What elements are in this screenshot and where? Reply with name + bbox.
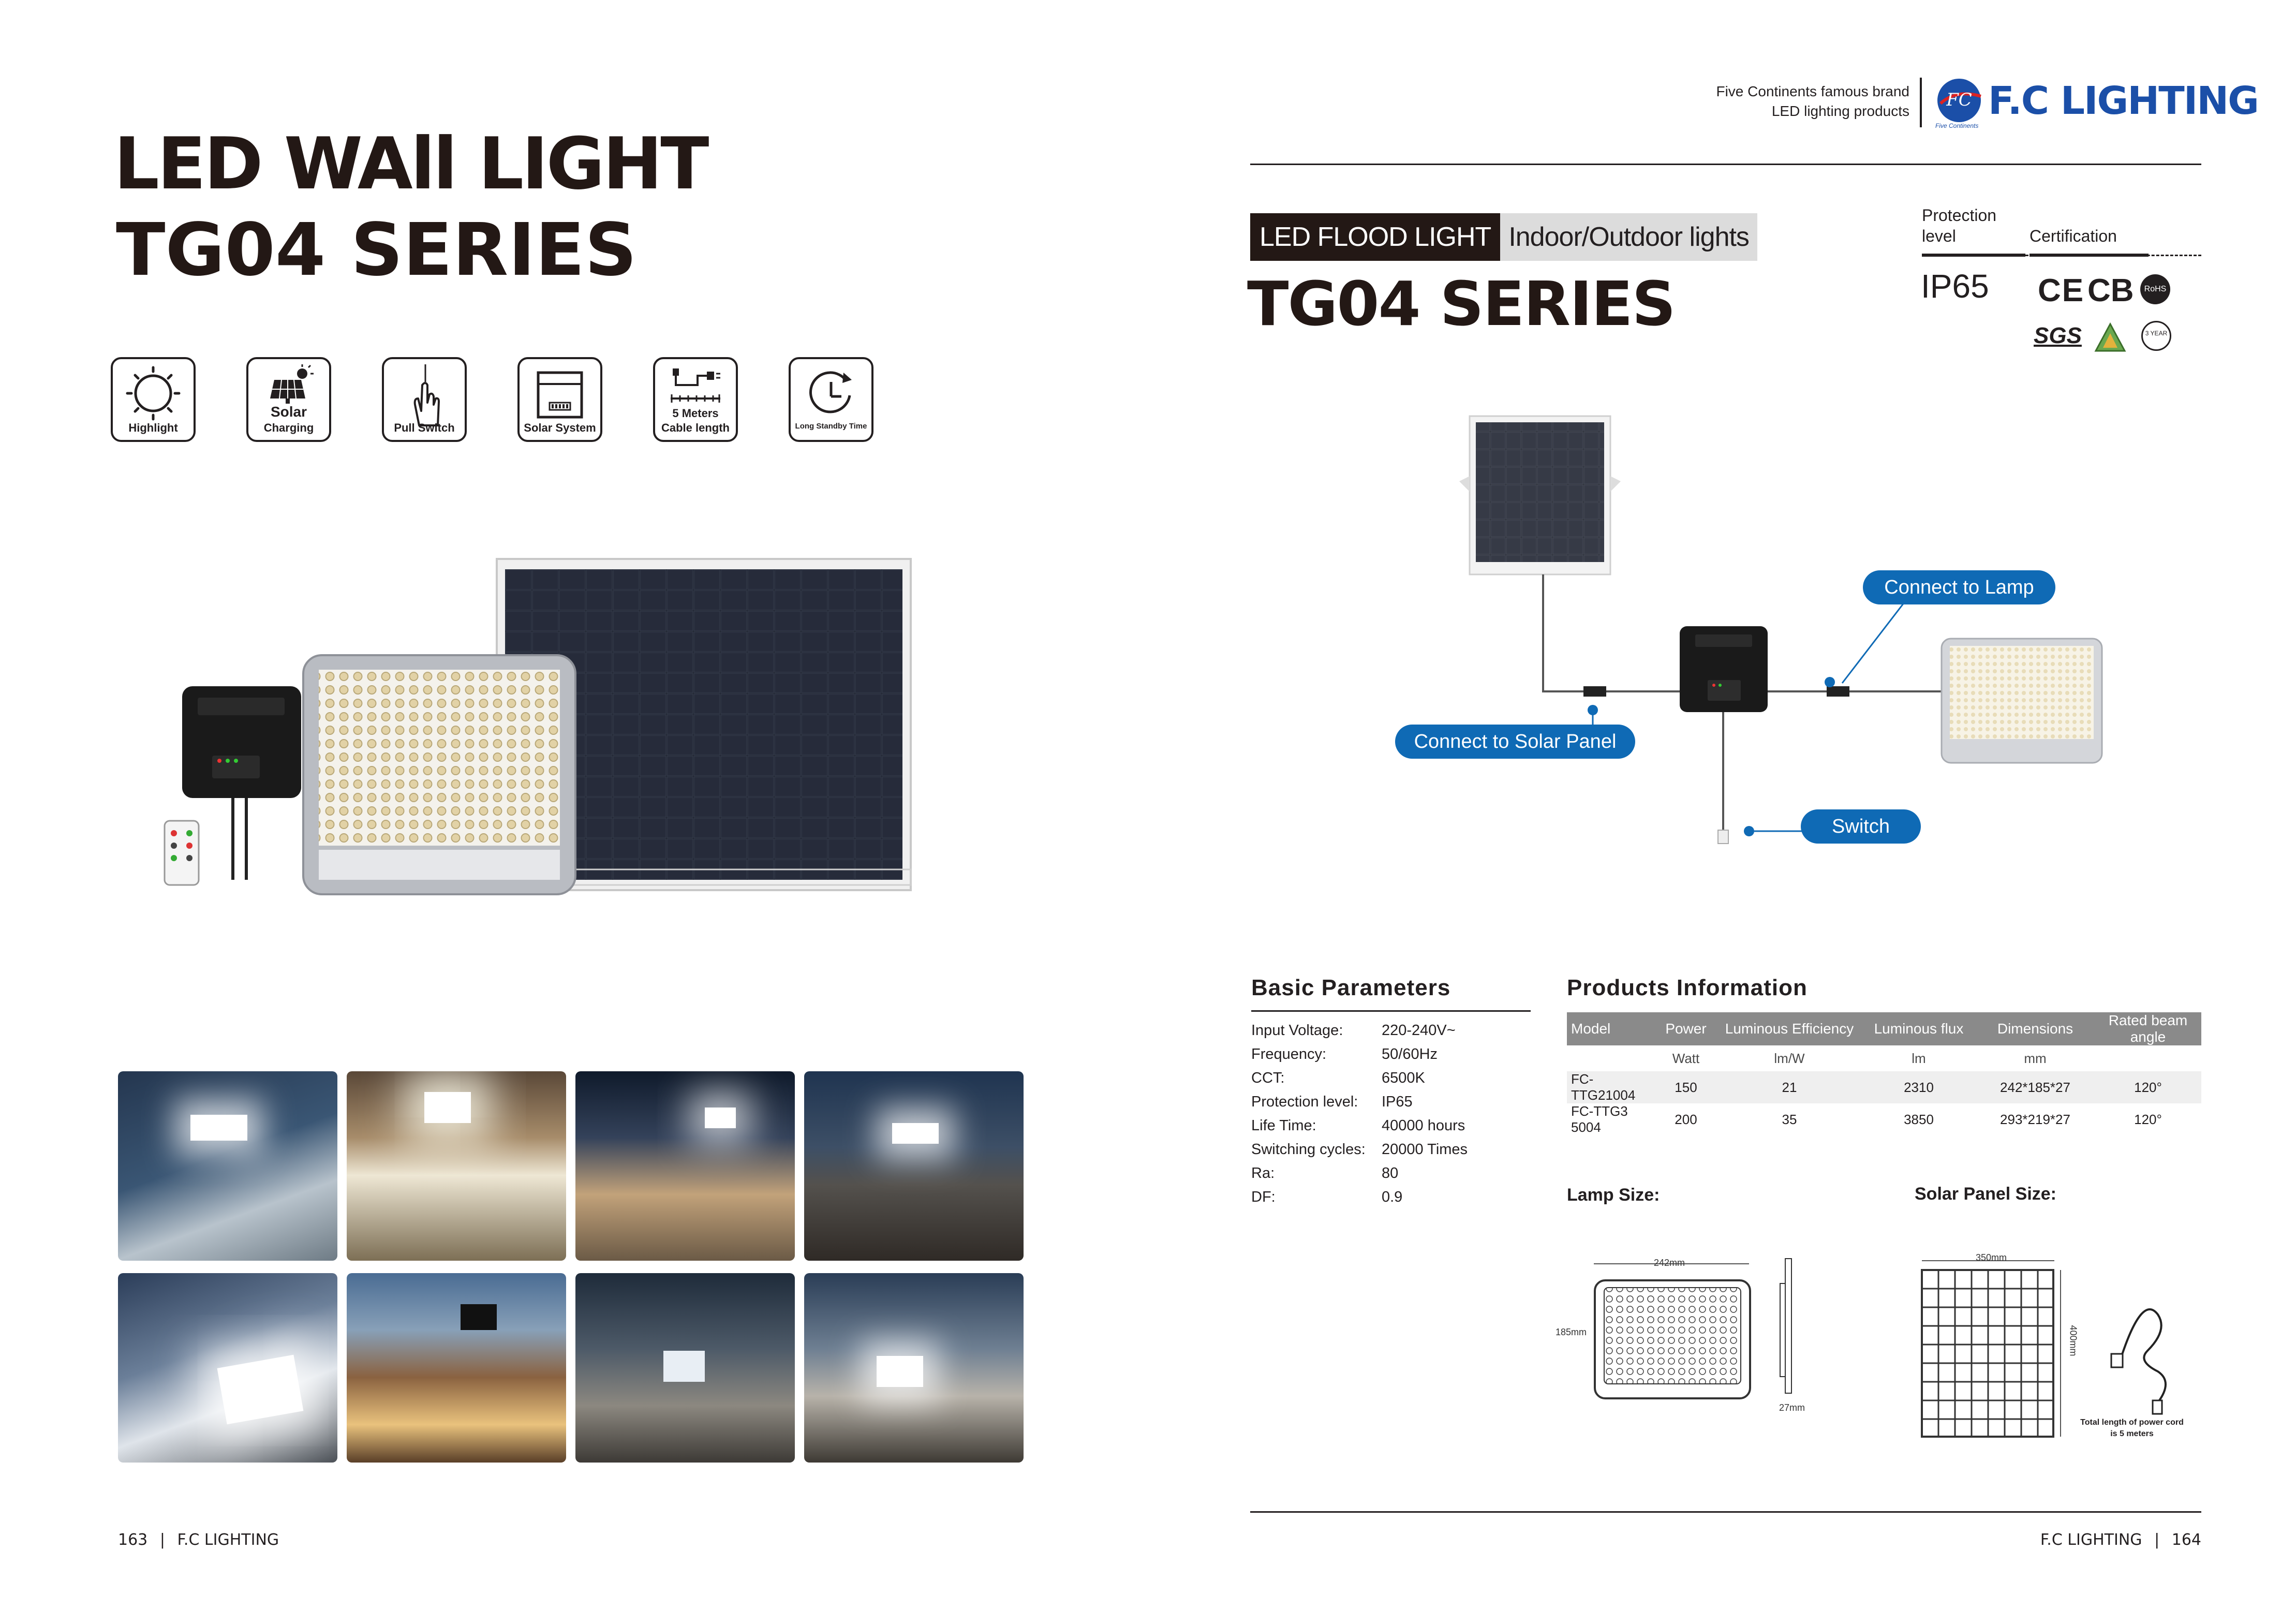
power-cord-note bbox=[2065, 1417, 2199, 1440]
tag-led-flood-light: LED FLOOD LIGHT bbox=[1250, 213, 1500, 261]
param-key: Ra: bbox=[1251, 1165, 1275, 1182]
col-dimensions: Dimensions bbox=[1976, 1012, 2095, 1045]
left-title-line2: TG04 SERIES bbox=[116, 208, 637, 292]
param-value: 50/60Hz bbox=[1382, 1046, 1438, 1062]
brand-tagline bbox=[1604, 82, 1909, 121]
application-photo bbox=[347, 1273, 566, 1463]
unit-cell: Watt bbox=[1672, 1050, 1700, 1066]
brand-tagline-line2: LED lighting products bbox=[1771, 103, 1909, 119]
pull-switch-icon bbox=[395, 364, 453, 426]
footer-brand: F.C LIGHTING bbox=[2040, 1531, 2142, 1549]
right-footer: F.C LIGHTING | 164 bbox=[2040, 1531, 2201, 1549]
param-row bbox=[1251, 1090, 1541, 1114]
feature-highlight bbox=[111, 357, 196, 442]
param-key: Input Voltage: bbox=[1251, 1022, 1343, 1039]
table-header-row bbox=[1567, 1012, 2201, 1045]
table-row bbox=[1567, 1103, 2201, 1135]
brand-divider bbox=[1920, 78, 1922, 127]
feature-label: Long Standby Time bbox=[795, 422, 867, 431]
header-rule bbox=[1250, 164, 2201, 165]
param-key: CCT: bbox=[1251, 1070, 1285, 1086]
unit-cell: lm/W bbox=[1774, 1050, 1805, 1066]
power-cord-note-line2: is 5 meters bbox=[2110, 1429, 2154, 1438]
svg-text:FC: FC bbox=[1946, 90, 1972, 110]
protection-label-line1: Protection bbox=[1922, 206, 1997, 225]
lamp-connector-dot bbox=[1825, 677, 1835, 687]
basic-parameters-list bbox=[1251, 1018, 1541, 1215]
protection-underline bbox=[1922, 254, 2025, 257]
feature-long-standby bbox=[789, 357, 873, 442]
param-value: 220-240V~ bbox=[1382, 1022, 1456, 1039]
cell-efficiency: 35 bbox=[1782, 1111, 1797, 1127]
col-beam-angle: Rated beam angle bbox=[2095, 1012, 2201, 1045]
param-key: DF: bbox=[1251, 1189, 1276, 1205]
cell-flux: 3850 bbox=[1904, 1111, 1934, 1127]
param-row bbox=[1251, 1042, 1541, 1066]
col-model: Model bbox=[1567, 1012, 1655, 1045]
cert-underline bbox=[2030, 254, 2149, 257]
cell-beam-angle: 120° bbox=[2095, 1071, 2201, 1103]
cell-flux: 2310 bbox=[1862, 1071, 1976, 1103]
param-key: Frequency: bbox=[1251, 1046, 1327, 1062]
page-number: 164 bbox=[2171, 1531, 2201, 1549]
cell-model: FC-TTG3 5004 bbox=[1571, 1103, 1628, 1135]
product-hero-image bbox=[155, 549, 921, 900]
col-flux: Luminous flux bbox=[1862, 1012, 1976, 1045]
cell-dimensions: 293*219*27 bbox=[2000, 1111, 2070, 1127]
basic-parameters-heading: Basic Parameters bbox=[1251, 975, 1451, 1000]
lamp-size-drawing bbox=[1594, 1252, 1811, 1418]
protection-label-line2: level bbox=[1922, 227, 1956, 245]
param-row bbox=[1251, 1018, 1541, 1042]
brand-name: F.C LIGHTING bbox=[1988, 79, 2258, 123]
feature-pull-switch bbox=[382, 357, 467, 442]
table-row bbox=[1567, 1071, 2201, 1103]
left-title-line1: LED WAll LIGHT bbox=[114, 122, 707, 205]
brand-logo-icon bbox=[1935, 77, 1985, 126]
unit-cell: lm bbox=[1912, 1050, 1926, 1066]
tag-indoor-outdoor: Indoor/Outdoor lights bbox=[1500, 213, 1757, 261]
param-row bbox=[1251, 1138, 1541, 1161]
param-row bbox=[1251, 1066, 1541, 1090]
solar-size-heading: Solar Panel Size: bbox=[1915, 1184, 2056, 1204]
application-photo bbox=[118, 1273, 337, 1463]
lamp-size-heading: Lamp Size: bbox=[1567, 1185, 1660, 1205]
param-value: 0.9 bbox=[1382, 1189, 1403, 1205]
cert-cb-mark: CB bbox=[2087, 273, 2134, 308]
cert-sgs-mark: SGS bbox=[2034, 323, 2082, 348]
footer-rule bbox=[1250, 1511, 2201, 1513]
basic-parameters-rule bbox=[1251, 1010, 1531, 1012]
page-number: 163 bbox=[118, 1531, 148, 1549]
solar-width-label: 350mm bbox=[1976, 1252, 2007, 1263]
cert-triangle-icon bbox=[2094, 322, 2127, 353]
products-info-table bbox=[1567, 1012, 2201, 1135]
brand-subname: Five Continents bbox=[1935, 122, 1979, 129]
col-efficiency: Luminous Efficiency bbox=[1717, 1012, 1862, 1045]
cell-beam-angle: 120° bbox=[2134, 1111, 2162, 1127]
param-key: Switching cycles: bbox=[1251, 1141, 1366, 1158]
param-key: Protection level: bbox=[1251, 1094, 1358, 1110]
lamp-depth-label: 27mm bbox=[1779, 1402, 1805, 1413]
connect-to-solar-label: Connect to Solar Panel bbox=[1395, 725, 1635, 759]
series-title: TG04 SERIES bbox=[1247, 268, 1675, 339]
products-info-heading: Products Information bbox=[1567, 975, 1808, 1000]
param-value: IP65 bbox=[1382, 1094, 1413, 1110]
power-cord-note-line1: Total length of power cord bbox=[2080, 1418, 2184, 1427]
remote-control bbox=[165, 821, 199, 885]
param-value: 6500K bbox=[1382, 1070, 1425, 1086]
cert-ce-mark: CE bbox=[2038, 273, 2085, 308]
solar-charging-icon bbox=[260, 364, 318, 406]
feature-solar-system bbox=[517, 357, 602, 442]
application-photo bbox=[347, 1071, 566, 1261]
brand-tagline-line1: Five Continents famous brand bbox=[1716, 83, 1909, 99]
cell-power: 150 bbox=[1655, 1071, 1717, 1103]
cell-efficiency: 21 bbox=[1717, 1071, 1862, 1103]
feature-label: Pull Switch bbox=[394, 421, 455, 434]
application-photo bbox=[804, 1071, 1024, 1261]
feature-solar-charging bbox=[246, 357, 331, 442]
cert-warranty-badge bbox=[2141, 321, 2171, 351]
param-value: 20000 Times bbox=[1382, 1141, 1468, 1158]
unit-cell bbox=[2095, 1045, 2201, 1071]
solar-connector-dot bbox=[1588, 705, 1598, 715]
wiring-diagram bbox=[1397, 414, 2122, 869]
param-value: 80 bbox=[1382, 1165, 1399, 1182]
col-power: Power bbox=[1655, 1012, 1717, 1045]
highlight-icon bbox=[124, 364, 182, 421]
feature-label-top: Solar bbox=[270, 403, 307, 420]
application-photo bbox=[804, 1273, 1024, 1463]
lamp-width-label: 242mm bbox=[1654, 1258, 1685, 1268]
cable-length-icon bbox=[666, 364, 724, 406]
application-photo bbox=[575, 1071, 795, 1261]
feature-label: Solar System bbox=[524, 421, 596, 434]
application-photo bbox=[575, 1273, 795, 1463]
lamp-height-label: 185mm bbox=[1556, 1327, 1587, 1337]
cell-dimensions: 242*185*27 bbox=[1976, 1071, 2095, 1103]
solar-height-label: 400mm bbox=[2068, 1325, 2079, 1356]
switch-connector-dot bbox=[1744, 826, 1754, 836]
feature-label: Cable length bbox=[661, 421, 730, 434]
feature-cable-length bbox=[653, 357, 738, 442]
feature-label: Charging bbox=[263, 421, 314, 434]
param-value: 40000 hours bbox=[1382, 1117, 1465, 1134]
left-footer: 163 | F.C LIGHTING bbox=[118, 1531, 279, 1549]
unit-cell bbox=[1567, 1045, 1655, 1071]
cell-power: 200 bbox=[1675, 1111, 1697, 1127]
cert-rohs-text: RoHS bbox=[2144, 285, 2167, 293]
param-key: Life Time: bbox=[1251, 1117, 1316, 1134]
feature-label: Highlight bbox=[128, 421, 178, 434]
unit-cell: mm bbox=[2024, 1050, 2047, 1066]
solar-system-icon bbox=[531, 364, 589, 421]
connect-to-lamp-label: Connect to Lamp bbox=[1863, 570, 2055, 604]
protection-value: IP65 bbox=[1921, 268, 1989, 305]
cert-rohs-badge bbox=[2140, 274, 2170, 304]
footer-brand: F.C LIGHTING bbox=[177, 1531, 279, 1549]
param-row bbox=[1251, 1185, 1541, 1209]
long-standby-icon bbox=[802, 364, 860, 421]
cert-warranty-text: 3 YEAR bbox=[2145, 330, 2168, 337]
cell-model: FC-TTG21004 bbox=[1567, 1071, 1655, 1103]
param-row bbox=[1251, 1114, 1541, 1138]
table-units-row bbox=[1567, 1045, 2201, 1071]
application-photo bbox=[118, 1071, 337, 1261]
protection-label bbox=[1922, 205, 1996, 246]
certification-label: Certification bbox=[2030, 227, 2117, 245]
switch-label: Switch bbox=[1801, 809, 1921, 844]
product-tag bbox=[1250, 213, 1757, 261]
feature-label-top: 5 Meters bbox=[672, 406, 719, 420]
param-row bbox=[1251, 1161, 1541, 1185]
